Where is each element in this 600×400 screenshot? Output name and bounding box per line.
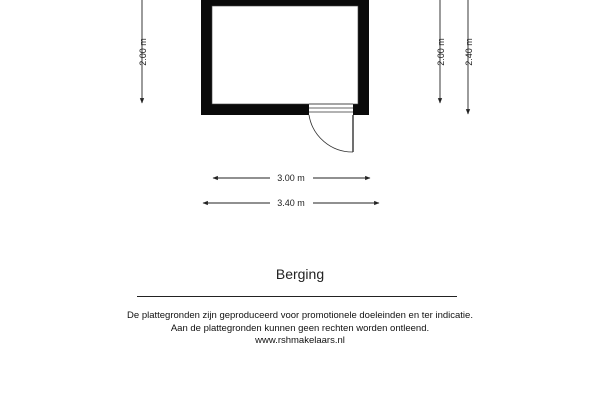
disclaimer-line-2: Aan de plattegronden kunnen geen rechten worden ontleend. <box>170 322 430 334</box>
room-interior <box>212 6 358 104</box>
dimension-right-inner-height <box>436 0 446 103</box>
disclaimer-block <box>0 310 600 348</box>
wall-bottom-right <box>353 104 369 115</box>
door-swing-arc <box>309 115 353 152</box>
title-divider <box>137 296 457 297</box>
wall-left <box>201 0 212 115</box>
wall-right <box>358 0 369 115</box>
dimension-right-outer-height-label: 2.40 m <box>464 38 474 66</box>
dimension-right-inner-height-label: 2.00 m <box>436 38 446 66</box>
dimension-right-outer-height <box>464 0 474 114</box>
room-title: Berging <box>275 266 325 282</box>
dimension-inner-width <box>213 173 370 183</box>
dimension-inner-width-label: 3.00 m <box>277 173 305 183</box>
website-link[interactable]: www.rshmakelaars.nl <box>255 335 345 346</box>
dimension-left-height-label: 2.00 m <box>138 38 148 66</box>
disclaimer-line-1: De plattegronden zijn geproduceerd voor promotionele doeleinden en ter indicatie. <box>127 310 473 321</box>
dimension-outer-width <box>203 198 379 208</box>
door <box>309 104 353 152</box>
dimension-left-height <box>138 0 148 103</box>
wall-top <box>201 0 369 6</box>
dimension-outer-width-label: 3.40 m <box>277 198 305 208</box>
wall-bottom-left <box>201 104 309 115</box>
